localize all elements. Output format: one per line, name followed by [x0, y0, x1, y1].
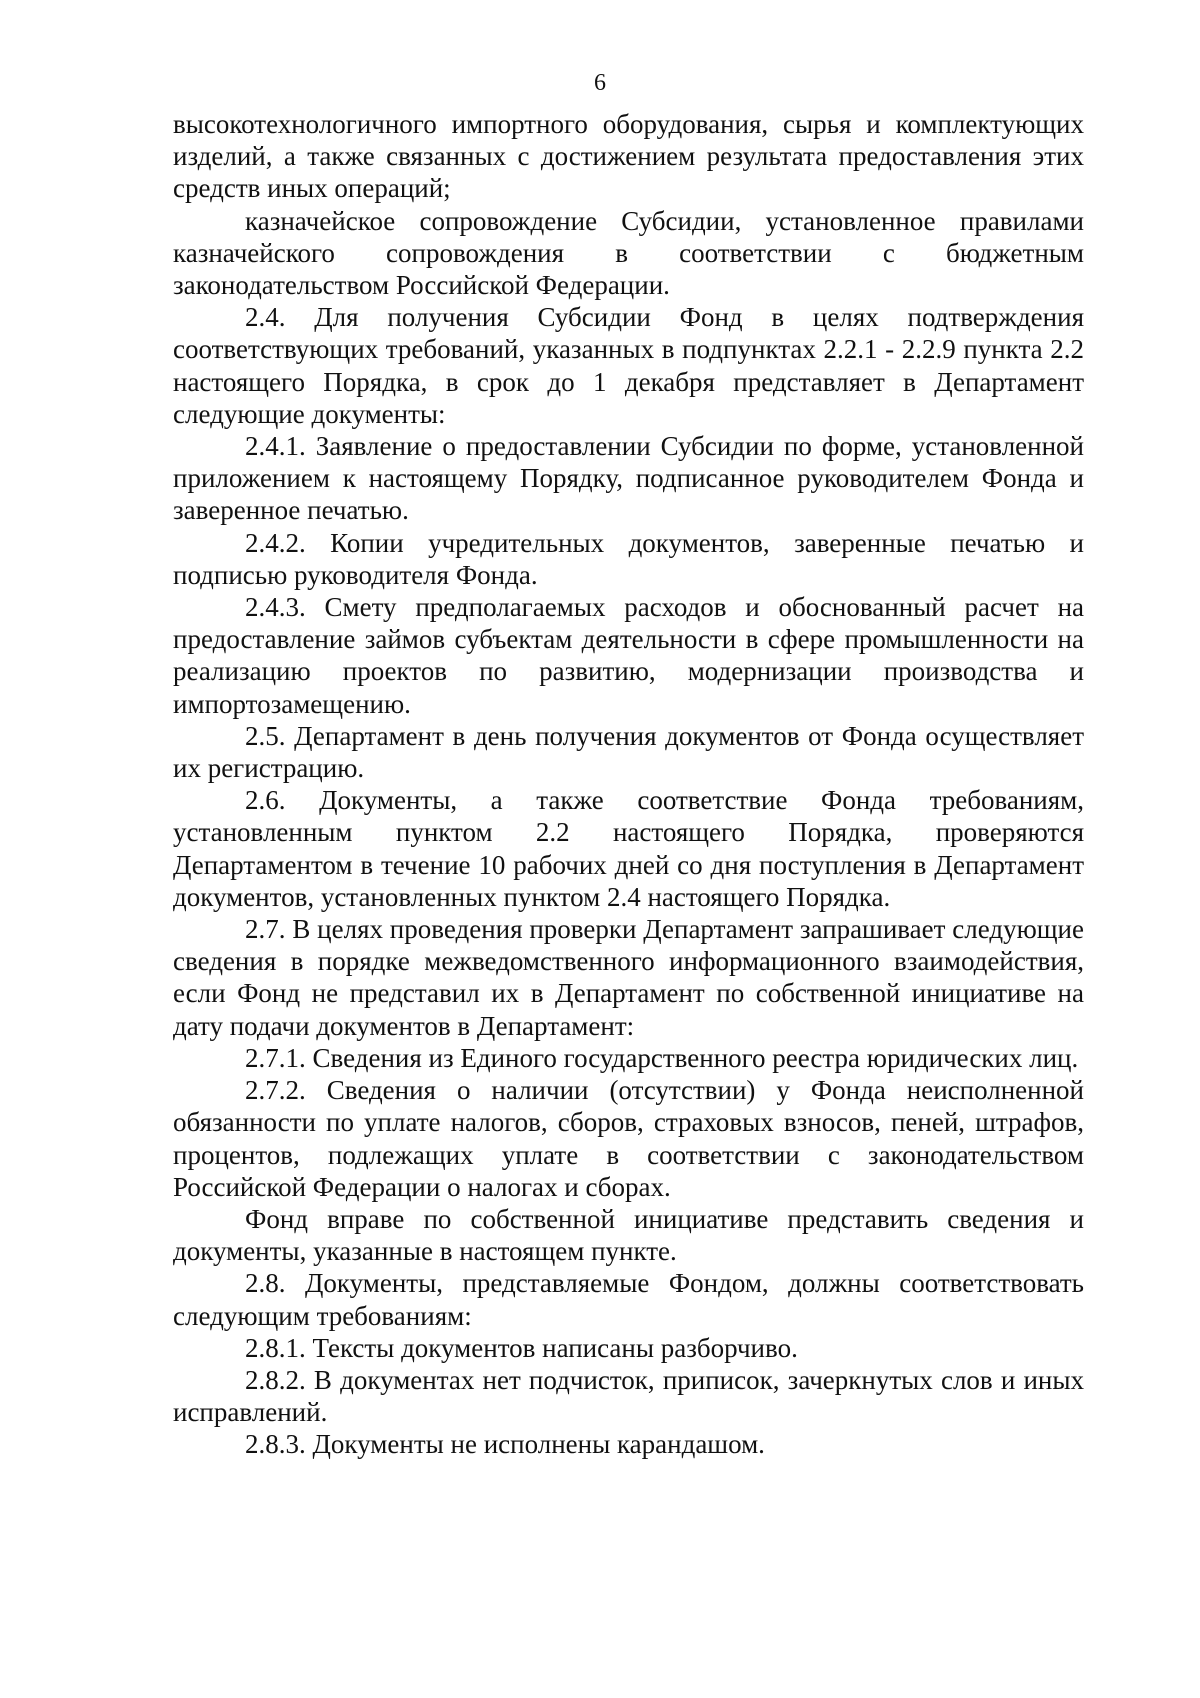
- paragraph-2-5: 2.5. Департамент в день получения документов от Фонда осуществляет их регистрацию.: [173, 720, 1084, 784]
- paragraph-2-4: 2.4. Для получения Субсидии Фонд в целях подтверждения соответствующих требований, указанных в подпунктах 2.2.1 - 2.2.9 пункта 2.2 настоящего Порядка, в срок до 1 декабря представляет в Департамент следующие документы:: [173, 302, 1084, 429]
- paragraph-fund-right: Фонд вправе по собственной инициативе представить сведения и документы, указанные в настоящем пункте.: [173, 1203, 1084, 1267]
- paragraph-2-8: 2.8. Документы, представляемые Фондом, должны соответствовать следующим требованиям:: [173, 1268, 1084, 1331]
- paragraph-2-4-2: 2.4.2. Копии учредительных документов, заверенные печатью и подписью руководителя Фонда.: [173, 527, 1084, 590]
- paragraph-treasury-support: казначейское сопровождение Субсидии, установленное правилами казначейского сопровождения в соответствии с бюджетным законодательством Российской Федерации.: [173, 205, 1084, 301]
- paragraph-2-6: 2.6. Документы, а также соответствие Фонда требованиям, установленным пунктом 2.2 настоящего Порядка, проверяются Департаментом в течение 10 рабочих дней со дня поступления в Департамент документов, установленных пунктом 2.4 настоящего Порядка.: [173, 785, 1084, 912]
- paragraph-2-4-1: 2.4.1. Заявление о предоставлении Субсидии по форме, установленной приложением к настоящему Порядку, подписанное руководителем Фонда и заверенное печатью.: [173, 431, 1084, 526]
- page-number: 6: [594, 70, 606, 96]
- paragraph-2-8-3: 2.8.3. Документы не исполнены карандашом.: [245, 1429, 765, 1460]
- document-body: [173, 108, 1084, 1461]
- paragraph-continuation: высокотехнологичного импортного оборудования, сырья и комплектующих изделий, а также связанных с достижением результата предоставления этих средств иных операций;: [173, 109, 1084, 204]
- paragraph-2-7-2: 2.7.2. Сведения о наличии (отсутствии) у Фонда неисполненной обязанности по уплате налогов, сборов, страховых взносов, пеней, штрафов, процентов, подлежащих уплате в соответствии с законодательством Российской Федерации о налогах и сборах.: [173, 1075, 1084, 1202]
- paragraph-2-8-1: 2.8.1. Тексты документов написаны разборчиво.: [245, 1332, 798, 1363]
- paragraph-2-8-2: 2.8.2. В документах нет подчисток, приписок, зачеркнутых слов и иных исправлений.: [173, 1364, 1084, 1428]
- paragraph-2-7-1: 2.7.1. Сведения из Единого государственного реестра юридических лиц.: [245, 1042, 1079, 1073]
- paragraph-2-4-3: 2.4.3. Смету предполагаемых расходов и обоснованный расчет на предоставление займов субъектам деятельности в сфере промышленности на реализацию проектов по развитию, модернизации производства и импортозамещению.: [173, 592, 1084, 719]
- paragraph-2-7: 2.7. В целях проведения проверки Департамент запрашивает следующие сведения в порядке межведомственного информационного взаимодействия, если Фонд не представил их в Департамент по собственной инициативе на дату подачи документов в Департамент:: [173, 914, 1084, 1041]
